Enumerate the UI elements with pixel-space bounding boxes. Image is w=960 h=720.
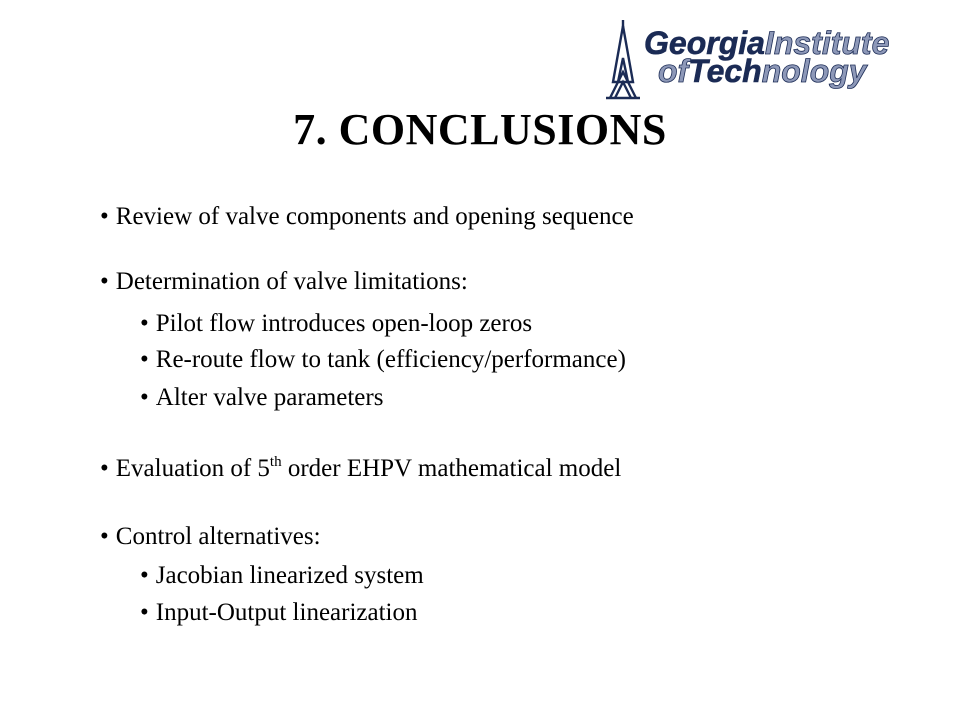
bullet-review bbox=[100, 202, 634, 232]
svg-text:ofTechnology bbox=[658, 53, 869, 89]
bullet-marker: • bbox=[140, 599, 149, 626]
sub-bullet-alter bbox=[140, 383, 383, 413]
bullet-text: Determination of valve limitations: bbox=[115, 268, 468, 295]
sub-bullet-pilot bbox=[140, 309, 532, 339]
logo-word-nology: nology bbox=[761, 53, 867, 89]
georgia-tech-logo bbox=[600, 18, 920, 106]
logo-word-georgia: Georgia bbox=[644, 25, 765, 61]
bullet-text: Pilot flow introduces open-loop zeros bbox=[155, 310, 533, 337]
bullet-text: Re-route flow to tank (efficiency/performance) bbox=[155, 346, 626, 373]
bullet-marker: • bbox=[140, 384, 149, 411]
bullet-text: Input-Output linearization bbox=[155, 599, 418, 626]
bullet-text-pre: Evaluation of 5 bbox=[115, 455, 270, 482]
bullet-marker: • bbox=[140, 310, 149, 337]
sub-bullet-io bbox=[140, 598, 418, 628]
bullet-control bbox=[100, 522, 321, 552]
bullet-text: Alter valve parameters bbox=[155, 384, 384, 411]
sub-bullet-reroute bbox=[140, 345, 626, 375]
slide-title: 7. CONCLUSIONS bbox=[293, 105, 667, 154]
bullet-marker: • bbox=[140, 562, 149, 589]
logo-word-institute: Institute bbox=[764, 25, 890, 61]
logo-graphic bbox=[600, 18, 920, 106]
ordinal-superscript: th bbox=[269, 454, 282, 470]
bullet-marker: • bbox=[100, 455, 109, 482]
bullet-limitations bbox=[100, 267, 468, 297]
tower-icon bbox=[610, 20, 636, 98]
bullet-marker: • bbox=[100, 203, 109, 230]
bullet-marker: • bbox=[140, 346, 149, 373]
bullet-text-post: order EHPV mathematical model bbox=[281, 455, 622, 482]
bullet-text: Review of valve components and opening sequence bbox=[115, 203, 634, 230]
bullet-text: Jacobian linearized system bbox=[155, 562, 424, 589]
bullet-marker: • bbox=[100, 268, 109, 295]
logo-word-of: of bbox=[658, 53, 689, 89]
bullet-text: Control alternatives: bbox=[115, 523, 321, 550]
sub-bullet-jacobian bbox=[140, 561, 424, 591]
bullet-evaluation bbox=[100, 454, 621, 484]
logo-word-tech: Tech bbox=[688, 53, 762, 89]
bullet-marker: • bbox=[100, 523, 109, 550]
